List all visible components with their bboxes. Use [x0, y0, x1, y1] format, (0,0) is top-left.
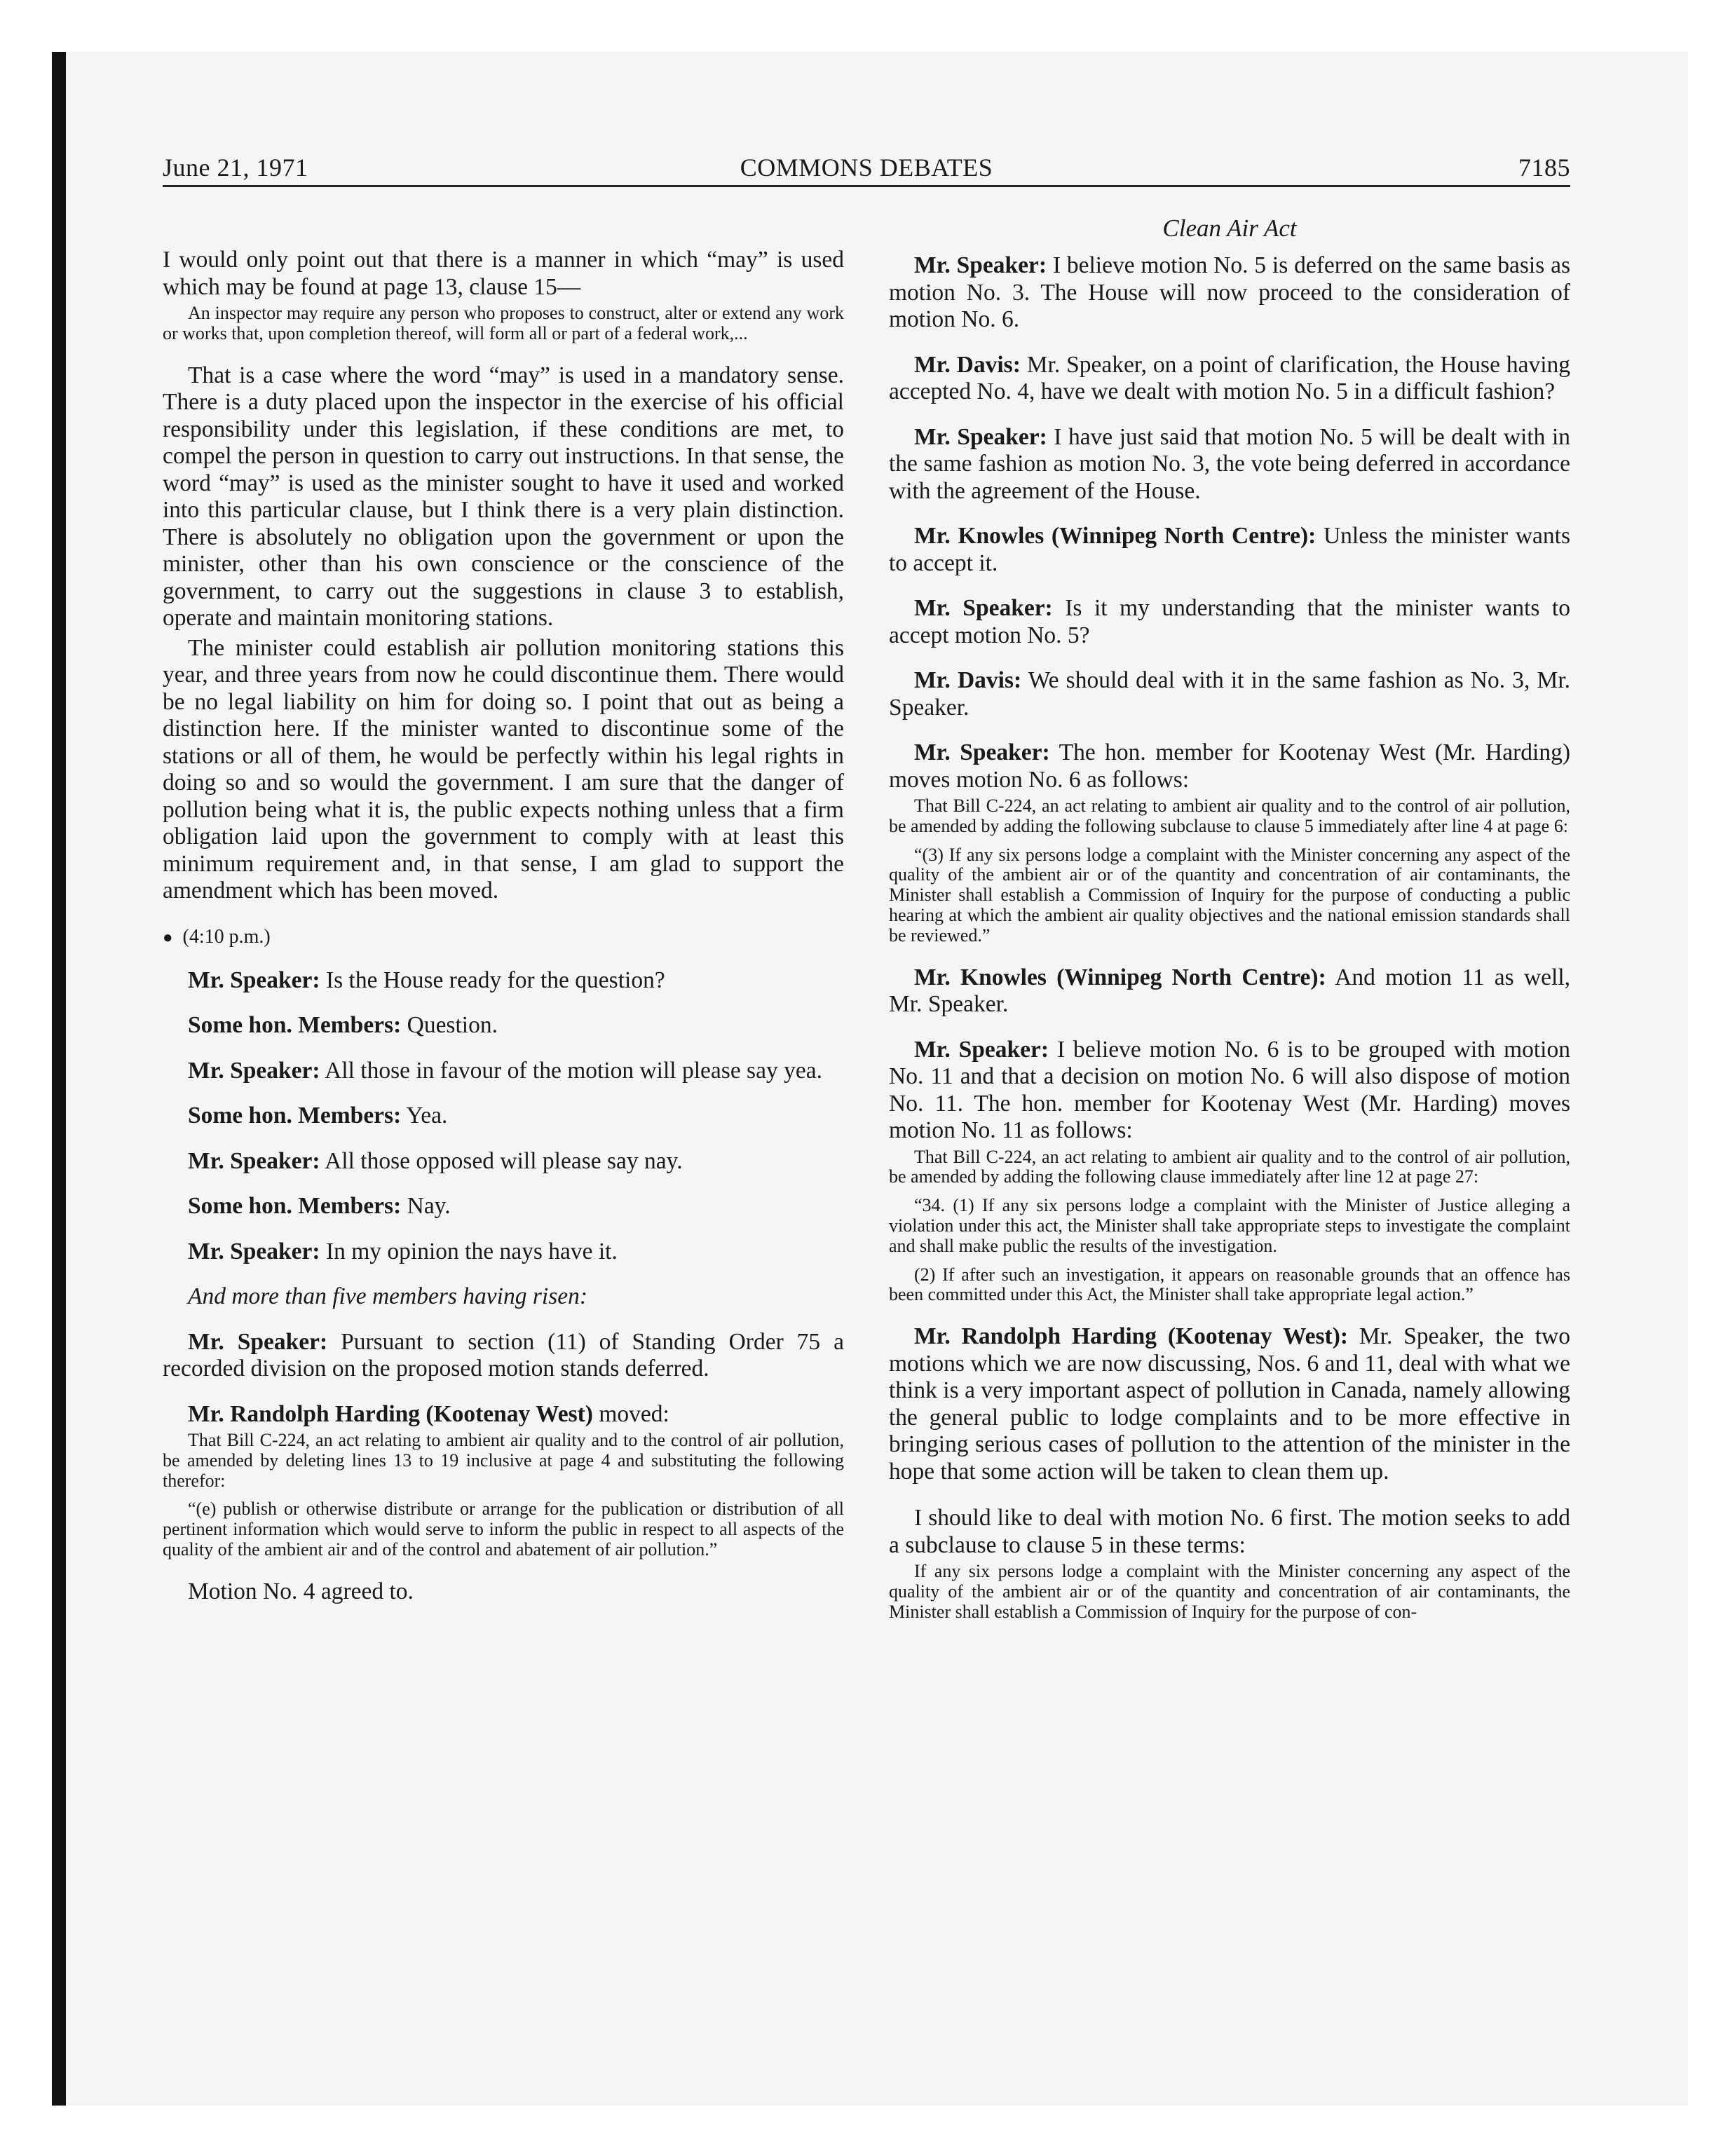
body-paragraph: I would only point out that there is a manner in which “may” is used which may be found at page 13, clause 15— [163, 247, 844, 300]
quoted-motion-text: An inspector may require any person who proposes to construct, alter or extend any work or works that, upon completion thereof, will form all or part of a federal work,... [163, 303, 844, 343]
quoted-motion-text: If any six persons lodge a complaint with the Minister concerning any aspect of the quality of the ambient air or of the quantity and concentration of air contaminants, the Minister shall establish a Commission of Inquiry for the purpose of con- [889, 1561, 1570, 1622]
right-column-body [889, 252, 1570, 1623]
quoted-motion-text: That Bill C-224, an act relating to ambient air quality and to the control of air pollution, be amended by adding the following subclause to clause 5 immediately after line 4 at page 6: [889, 796, 1570, 836]
speech-paragraph [163, 1193, 844, 1220]
speech-text: All those in favour of the motion will please say yea. [320, 1057, 822, 1084]
speech-paragraph [889, 1037, 1570, 1145]
speaker-name: Mr. Speaker: [914, 252, 1047, 278]
speech-paragraph [163, 1012, 844, 1039]
speech-paragraph [889, 739, 1570, 793]
speech-paragraph [163, 1103, 844, 1130]
speech-text: And motion 11 as well, Mr. Speaker. [889, 964, 1570, 1018]
speech-paragraph [889, 252, 1570, 334]
header-rule [163, 185, 1570, 187]
speaker-name: Mr. Speaker: [188, 1057, 320, 1084]
speaker-name: Mr. Speaker: [188, 1238, 320, 1264]
body-paragraph: That is a case where the word “may” is used in a mandatory sense. There is a duty placed upon the inspector in the exercise of his official responsibility under this legislation, if these conditions are met, to compel the person in question to carry out instructions. In that sense, the word “may” is used as the minister sought to have it used and worked into this particular clause, but I think there is a very plain distinction. There is absolutely no obligation upon the government or upon the minister, other than his own conscience or the conscience of the government, to carry out the suggestions in clause 3 to establish, operate and maintain monitoring stations. [163, 362, 844, 632]
speaker-name: Mr. Randolph Harding (Kootenay West) [188, 1400, 593, 1427]
speaker-name: Mr. Davis: [914, 667, 1022, 693]
speech-text: Question. [401, 1012, 498, 1039]
speaker-name: Mr. Speaker: [188, 967, 320, 993]
speech-text: We should deal with it in the same fashion as No. 3, Mr. Speaker. [889, 667, 1571, 721]
speech-paragraph [163, 1329, 844, 1383]
speech-paragraph [163, 1401, 844, 1428]
speaker-name: Mr. Speaker: [914, 423, 1047, 450]
speech-paragraph [889, 424, 1570, 505]
section-title: Clean Air Act [1162, 214, 1297, 242]
speaker-name: Mr. Randolph Harding (Kootenay West): [914, 1323, 1349, 1350]
quoted-motion-text: “(3) If any six persons lodge a complaint with the Minister concerning any aspect of the quality of the ambient air or of the quantity and concentration of air contaminants, the Minister shall establish a Commission of Inquiry for the purpose of conducting a public hearing at which the ambient air quality objectives and the national emission standards shall be reviewed.” [889, 844, 1570, 946]
speech-paragraph [889, 667, 1570, 721]
speech-text: Yea. [401, 1103, 448, 1129]
quoted-motion-text: That Bill C-224, an act relating to ambient air quality and to the control of air pollution, be amended by adding the following clause immediately after line 12 at page 27: [889, 1146, 1570, 1187]
speech-paragraph [163, 1148, 844, 1175]
speaker-name: Mr. Speaker: [914, 595, 1053, 621]
speech-text: All those opposed will please say nay. [320, 1147, 683, 1174]
speech-text: Is the House ready for the question? [320, 967, 665, 993]
time-text: (4:10 p.m.) [182, 925, 271, 948]
quoted-motion-text: That Bill C-224, an act relating to ambient air quality and to the control of air pollution, be amended by deleting lines 13 to 19 inclusive at page 4 and substituting the following therefor: [163, 1430, 844, 1491]
body-paragraph: I should like to deal with motion No. 6 first. The motion seeks to add a subclause to clause 5 in these terms: [889, 1505, 1570, 1558]
speaker-name: Mr. Speaker: [188, 1328, 328, 1355]
speaker-name: Mr. Speaker: [914, 739, 1050, 765]
speech-paragraph [163, 967, 844, 995]
speech-paragraph [889, 1323, 1570, 1485]
speaker-name: Some hon. Members: [188, 1103, 402, 1129]
speech-text: In my opinion the nays have it. [320, 1238, 618, 1264]
speaker-name: Mr. Knowles (Winnipeg North Centre): [914, 523, 1316, 549]
running-head [163, 153, 1570, 188]
speech-paragraph [163, 1058, 844, 1085]
body-paragraph: And more than five members having risen: [188, 1283, 588, 1310]
header-date: June 21, 1971 [163, 153, 308, 182]
speech-paragraph [889, 964, 1570, 1018]
speech-text: I have just said that motion No. 5 will be dealt with in the same fashion as motion No. 3, the vote being deferred in accordance with the agreement of the House. [889, 423, 1571, 504]
body-paragraph: The minister could establish air pollution monitoring stations this year, and three years from now he could discontinue them. There would be no legal liability on him for doing so. I point that out as being a distinction here. If the minister wanted to discontinue some of the stations or all of them, he would be perfectly within his legal rights in doing so and so would the government. I am sure that the danger of pollution being what it is, the public expects nothing unless that a firm obligation laid upon the government to comply with at least this minimum requirement and, in that sense, I am glad to support the amendment which has been moved. [163, 634, 844, 904]
speaker-name: Some hon. Members: [188, 1193, 402, 1220]
speech-text: Mr. Speaker, on a point of clarification, the House having accepted No. 4, have we dealt with motion No. 5 in a difficult fashion? [889, 351, 1571, 404]
speech-text: Pursuant to section (11) of Standing Order 75 a recorded division on the proposed motion stands deferred. [163, 1328, 844, 1382]
speech-paragraph [889, 523, 1570, 577]
page-number: 7185 [1518, 153, 1570, 182]
speech-text: moved: [592, 1400, 669, 1427]
speaker-name: Mr. Knowles (Winnipeg North Centre): [914, 964, 1326, 990]
speaker-name: Some hon. Members: [188, 1012, 402, 1039]
speech-paragraph [163, 1239, 844, 1266]
speech-text: I believe motion No. 6 is to be grouped with motion No. 11 and that a decision on motion No. 6 will also dispose of motion No. 11. The hon. member for Kootenay West (Mr. Harding) moves motion No. 11 as follows: [889, 1036, 1570, 1144]
quoted-motion-text: (2) If after such an investigation, it appears on reasonable grounds that an offence has been committed under this Act, the Minister shall take appropriate legal action.” [889, 1264, 1570, 1305]
right-column [889, 214, 1570, 1631]
speech-text: Mr. Speaker, the two motions which we are now discussing, Nos. 6 and 11, deal with what we think is a very important aspect of pollution in Canada, namely allowing the general public to lodge complaints and to be more effective in bringing serious cases of pollution to the attention of the minister in the hope that some action will be taken to clean them up. [889, 1323, 1570, 1485]
speech-text: Nay. [401, 1193, 451, 1220]
speaker-name: Mr. Davis: [914, 351, 1021, 378]
quoted-motion-text: “(e) publish or otherwise distribute or arrange for the publication or distribution of all pertinent information which would serve to inform the public in respect to all aspects of the quality of the ambient air and of the control and abatement of air pollution.” [163, 1499, 844, 1560]
speech-text: The hon. member for Kootenay West (Mr. Harding) moves motion No. 6 as follows: [889, 739, 1570, 793]
speaker-name: Mr. Speaker: [914, 1036, 1049, 1063]
left-column [163, 247, 844, 1625]
body-paragraph: Motion No. 4 agreed to. [188, 1578, 414, 1604]
time-stamp [163, 925, 844, 950]
header-title: COMMONS DEBATES [740, 153, 993, 182]
speech-text: I believe motion No. 5 is deferred on the same basis as motion No. 3. The House will now proceed to the consideration of motion No. 6. [889, 252, 1570, 332]
bullet-icon: ● [163, 928, 173, 947]
speech-paragraph [889, 595, 1570, 649]
quoted-motion-text: “34. (1) If any six persons lodge a complaint with the Minister of Justice alleging a violation under this act, the Minister shall take appropriate steps to investigate the complaint and shall make public the results of the investigation. [889, 1195, 1570, 1256]
speech-text: Is it my understanding that the minister wants to accept motion No. 5? [889, 595, 1570, 648]
speech-text: Unless the minister wants to accept it. [889, 523, 1570, 576]
speaker-name: Mr. Speaker: [188, 1147, 320, 1174]
speech-paragraph [889, 352, 1570, 406]
binding-edge [52, 52, 66, 2106]
